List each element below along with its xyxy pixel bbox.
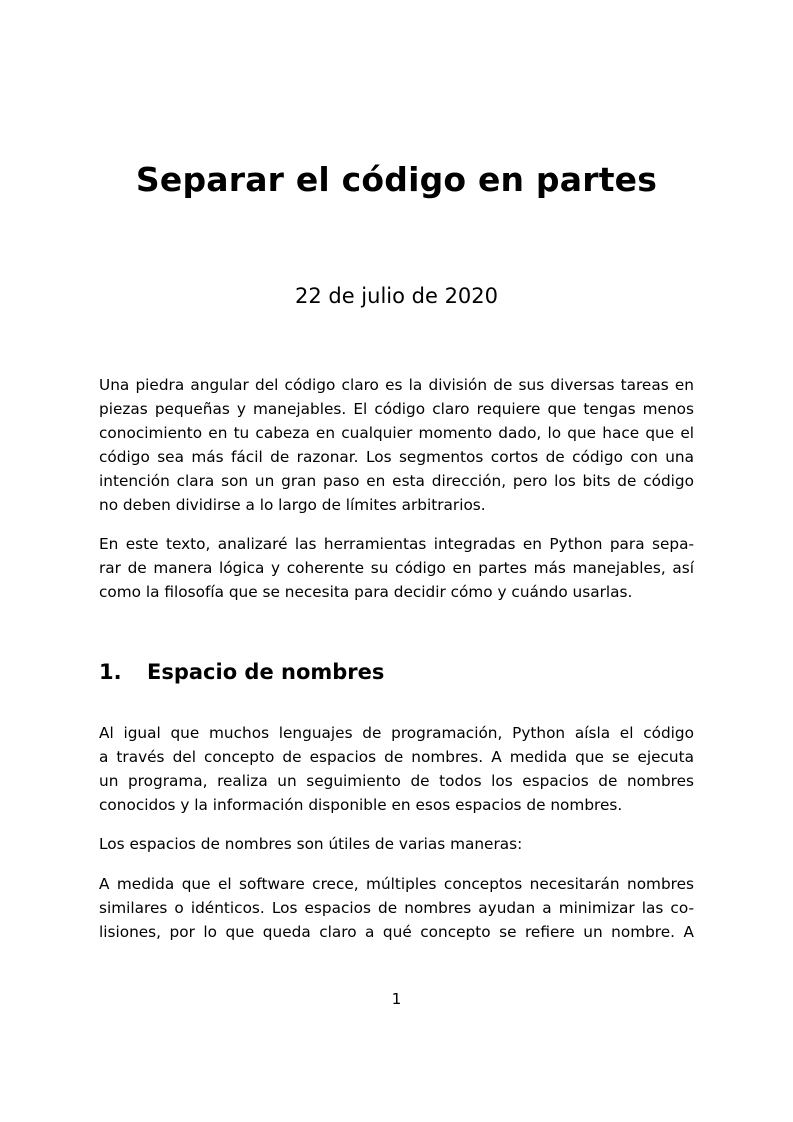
intro-paragraph-1 — [99, 373, 694, 517]
section-title: Espacio de nombres — [147, 660, 385, 684]
text-line: Una piedra angular del código claro es la división de sus diversas tareas en — [99, 376, 694, 394]
text-line: no deben dividirse a lo largo de límites arbitrarios. — [99, 496, 486, 514]
page-number: 1 — [391, 990, 402, 1008]
intro-paragraph-2 — [99, 532, 694, 604]
text-line: A medida que el software crece, múltiples conceptos necesitarán nombres — [99, 875, 694, 893]
section-paragraph-3 — [99, 872, 694, 944]
section-heading — [99, 657, 384, 687]
text-line: lisiones, por lo que queda claro a qué concepto se refiere un nombre. A — [99, 923, 694, 941]
text-line: En este texto, analizaré las herramientas integradas en Python para sepa- — [99, 535, 694, 553]
text-line: conocimiento en tu cabeza en cualquier momento dado, lo que hace que el — [99, 424, 694, 442]
document-date: 22 de julio de 2020 — [294, 284, 499, 308]
text-line: similares o idénticos. Los espacios de nombres ayudan a minimizar las co- — [99, 899, 694, 917]
section-number: 1. — [99, 660, 122, 684]
document-title: Separar el código en partes — [135, 160, 658, 199]
text-line: conocidos y la información disponible en esos espacios de nombres. — [99, 796, 623, 814]
text-line: piezas pequeñas y manejables. El código claro requiere que tengas menos — [99, 400, 694, 418]
text-line: a través del concepto de espacios de nombres. A medida que se ejecuta — [99, 748, 694, 766]
text-line: como la filosofía que se necesita para decidir cómo y cuándo usarlas. — [99, 583, 633, 601]
text-line: rar de manera lógica y coherente su código en partes más manejables, así — [99, 559, 694, 577]
text-line: Al igual que muchos lenguajes de programación, Python aísla el código — [99, 724, 694, 742]
text-line: intención clara son un gran paso en esta dirección, pero los bits de código — [99, 472, 694, 490]
section-paragraph-2 — [99, 832, 694, 856]
section-paragraph-1 — [99, 721, 694, 817]
text-line: Los espacios de nombres son útiles de varias maneras: — [99, 835, 523, 853]
text-line: un programa, realiza un seguimiento de todos los espacios de nombres — [99, 772, 694, 790]
text-line: código sea más fácil de razonar. Los segmentos cortos de código con una — [99, 448, 694, 466]
